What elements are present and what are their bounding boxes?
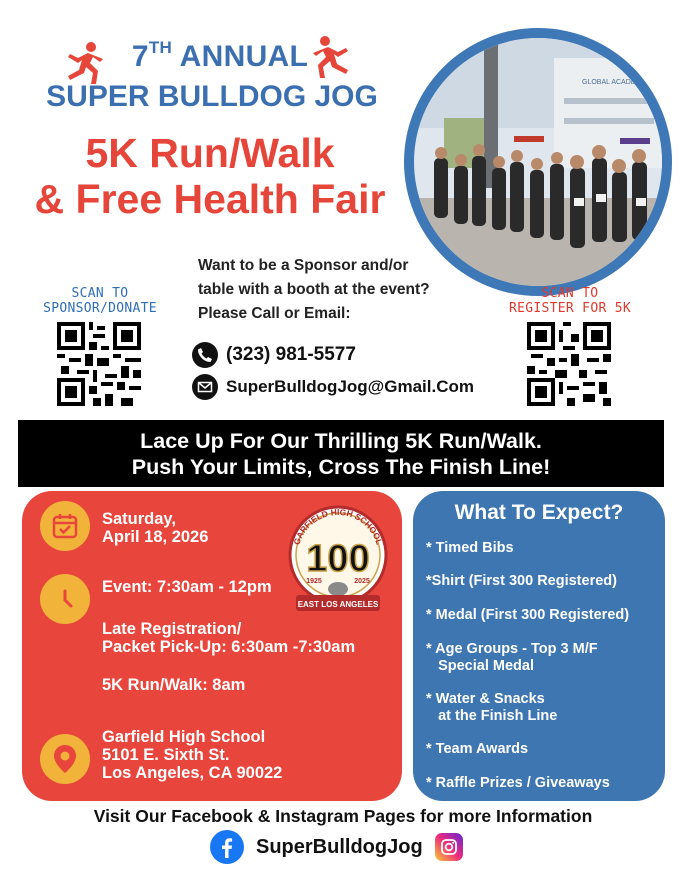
late-registration-line2: Packet Pick-Up: 6:30am -7:30am xyxy=(102,638,356,656)
facebook-icon[interactable] xyxy=(210,830,244,864)
social-handle-row[interactable] xyxy=(210,830,463,864)
expect-item: * Water & Snacks at the Finish Line xyxy=(426,691,558,724)
annual-number: 7 xyxy=(131,40,149,73)
qr-register-label-line1: SCAN TO xyxy=(541,286,599,301)
late-registration xyxy=(102,620,355,656)
event-date-value: April 18, 2026 xyxy=(102,528,209,546)
badge-year-start: 1925 xyxy=(306,578,322,585)
qr-sponsor-label xyxy=(34,286,166,316)
expect-item: * Age Groups - Top 3 M/F Special Medal xyxy=(426,641,598,674)
qr-sponsor-label-line2: SPONSOR/DONATE xyxy=(43,301,157,316)
qr-register-label-line2: REGISTER FOR 5K xyxy=(509,301,631,316)
expect-item: * Medal (First 300 Registered) xyxy=(426,607,630,623)
late-registration-line1: Late Registration/ xyxy=(102,620,242,638)
clock-icon xyxy=(40,574,90,624)
expect-item: * Timed Bibs xyxy=(426,540,514,556)
expect-item: * Raffle Prizes / Giveaways xyxy=(426,775,610,791)
sponsor-question-line2: table with a booth at the event? xyxy=(198,281,430,298)
race-photo-frame xyxy=(404,28,672,296)
social-info-text: Visit Our Facebook & Instagram Pages for more Information xyxy=(93,806,593,826)
photo-sign-text: GLOBAL ACADEMY xyxy=(582,79,646,86)
email-icon xyxy=(192,374,218,400)
venue-address xyxy=(102,728,282,782)
event-time: Event: 7:30am - 12pm xyxy=(102,578,272,596)
what-to-expect-title: What To Expect? xyxy=(454,501,624,524)
venue-city: Los Angeles, CA 90022 xyxy=(102,764,283,782)
annual-word: ANNUAL xyxy=(179,40,309,73)
email-row[interactable] xyxy=(192,374,474,400)
annual-heading xyxy=(60,40,380,74)
event-subtitle-line1: 5K Run/Walk xyxy=(85,130,335,176)
race-start-photo xyxy=(414,38,662,286)
qr-code-register[interactable] xyxy=(527,322,611,406)
sponsor-question-line1: Want to be a Sponsor and/or xyxy=(198,257,409,274)
email-address[interactable]: SuperBulldogJog@Gmail.Com xyxy=(226,377,474,396)
tagline-line2: Push Your Limits, Cross The Finish Line! xyxy=(131,455,551,479)
instagram-icon[interactable] xyxy=(435,833,463,861)
sponsor-question xyxy=(198,254,430,326)
run-start-time: 5K Run/Walk: 8am xyxy=(102,676,246,694)
phone-row[interactable] xyxy=(192,342,356,368)
badge-bottom-text: EAST LOS ANGELES xyxy=(297,600,379,609)
event-subtitle-line2: & Free Health Fair xyxy=(34,176,386,222)
tagline-banner xyxy=(18,420,664,487)
venue-name: Garfield High School xyxy=(102,728,266,746)
event-subtitle xyxy=(10,130,410,222)
badge-top-text: GARFIELD HIGH SCHOOL xyxy=(291,506,385,546)
qr-sponsor-label-line1: SCAN TO xyxy=(71,286,129,301)
garfield-centennial-badge xyxy=(284,503,392,619)
tagline-line1: Lace Up For Our Thrilling 5K Run/Walk. xyxy=(140,429,542,453)
event-date xyxy=(102,510,208,546)
calendar-icon xyxy=(40,501,90,551)
venue-street: 5101 E. Sixth St. xyxy=(102,746,230,764)
expect-item: * Team Awards xyxy=(426,741,529,757)
qr-code-sponsor[interactable] xyxy=(57,322,141,406)
social-handle[interactable]: SuperBulldogJog xyxy=(256,835,423,858)
expect-item: *Shirt (First 300 Registered) xyxy=(426,573,617,589)
annual-suffix: TH xyxy=(148,38,173,57)
phone-icon xyxy=(192,342,218,368)
event-day: Saturday, xyxy=(102,510,176,528)
phone-number[interactable]: (323) 981-5577 xyxy=(226,344,356,365)
location-pin-icon xyxy=(40,734,90,784)
event-name: SUPER BULLDOG JOG xyxy=(46,80,378,113)
badge-big-number: 100 xyxy=(306,538,370,580)
sponsor-question-line3: Please Call or Email: xyxy=(198,305,351,322)
badge-year-end: 2025 xyxy=(354,578,370,585)
qr-register-label xyxy=(500,286,640,316)
